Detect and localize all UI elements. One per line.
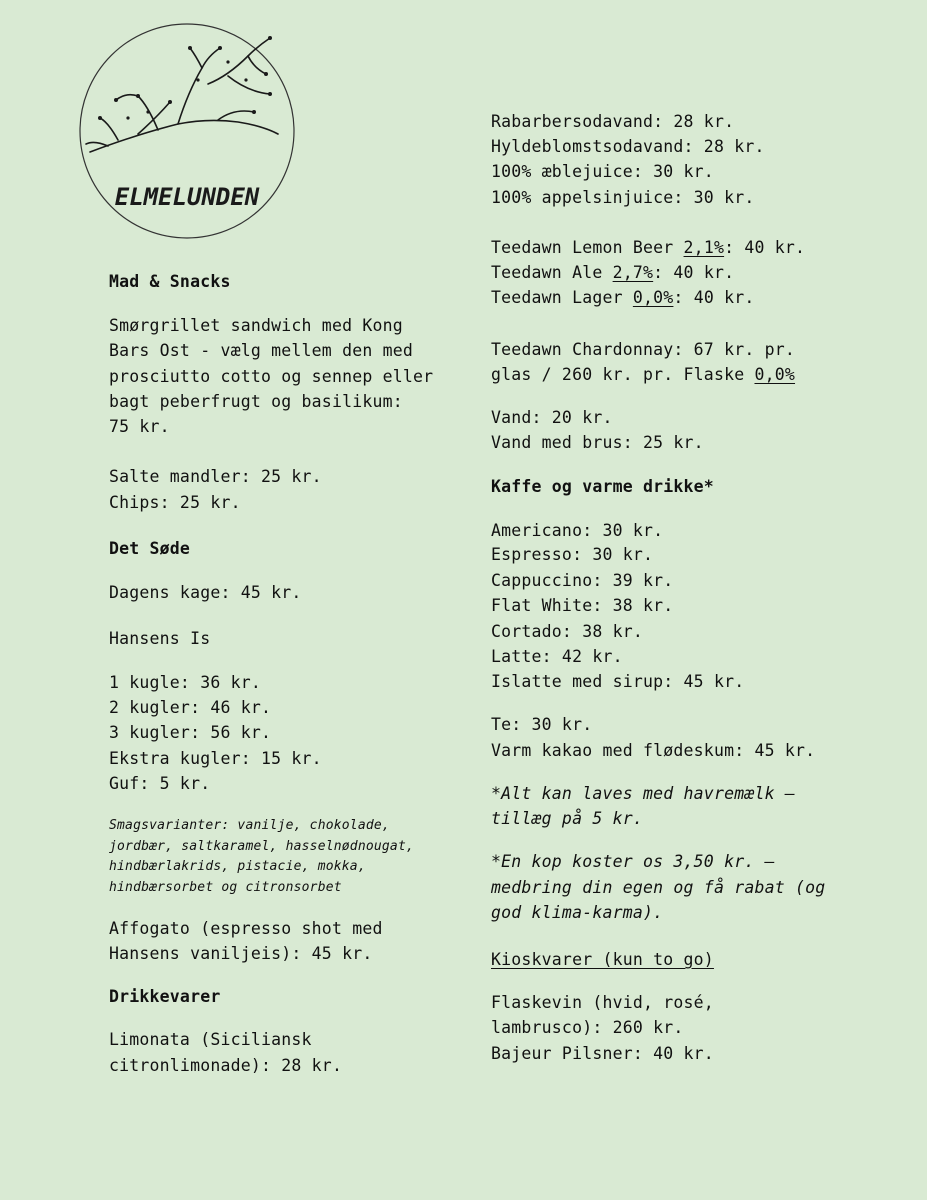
flavor-note: Smagsvarianter: vanilje, chokolade,	[109, 818, 390, 833]
beer-name: Teedawn Lager	[491, 288, 633, 307]
menu-item: Affogato (espresso shot med	[109, 919, 383, 938]
menu-item: lambrusco): 260 kr.	[491, 1018, 684, 1037]
abv-value: 2,1%	[683, 238, 725, 257]
menu-item: Cappuccino: 39 kr.	[491, 571, 674, 590]
menu-item: 100% æblejuice: 30 kr.	[491, 162, 714, 181]
abv-value: 0,0%	[632, 288, 674, 307]
menu-item: Bajeur Pilsner: 40 kr.	[491, 1044, 714, 1063]
menu-item: 100% appelsinjuice: 30 kr.	[491, 188, 755, 207]
menu-item: 1 kugle: 36 kr.	[109, 673, 262, 692]
menu-item: Islatte med sirup: 45 kr.	[491, 672, 745, 691]
beer-price: : 40 kr.	[724, 238, 806, 257]
menu-item: Guf: 5 kr.	[109, 774, 211, 793]
menu-item: Hyldeblomstsodavand: 28 kr.	[491, 137, 765, 156]
menu-item-beer	[491, 288, 755, 308]
beer-price: : 40 kr.	[653, 263, 735, 282]
footnote-havremaelk: *Alt kan laves med havremælk –	[491, 784, 796, 803]
abv-value: 2,7%	[612, 263, 654, 282]
wine-price: glas / 260 kr. pr. Flaske	[491, 365, 755, 384]
menu-item-sandwich-price: 75 kr.	[109, 417, 170, 436]
footnote-kop: *En kop koster os 3,50 kr. –	[491, 852, 775, 871]
menu-item: Flaskevin (hvid, rosé,	[491, 993, 714, 1012]
beer-name: Teedawn Lemon Beer	[491, 238, 684, 257]
footnote-kop: medbring din egen og få rabat (og	[491, 878, 826, 897]
menu-item: Americano: 30 kr.	[491, 521, 664, 540]
menu-item: Ekstra kugler: 15 kr.	[109, 749, 322, 768]
menu-item: Dagens kage: 45 kr.	[109, 583, 302, 602]
menu-item: Vand: 20 kr.	[491, 408, 613, 427]
menu-item: Espresso: 30 kr.	[491, 545, 654, 564]
footnote-kop: god klima-karma).	[491, 903, 664, 922]
section-heading-drikkevarer: Drikkevarer	[109, 987, 221, 1006]
menu-item-sandwich: Bars Ost - vælg mellem den med	[109, 341, 414, 360]
flavor-note: hindbærlakrids, pistacie, mokka,	[109, 859, 366, 874]
logo-text: ELMELUNDEN	[114, 183, 260, 211]
menu-item-sandwich: bagt peberfrugt og basilikum:	[109, 392, 403, 411]
section-heading-mad: Mad & Snacks	[109, 272, 231, 291]
menu-item: 3 kugler: 56 kr.	[109, 723, 272, 742]
menu-item: 2 kugler: 46 kr.	[109, 698, 272, 717]
menu-item-wine	[491, 365, 795, 385]
menu-item: Latte: 42 kr.	[491, 647, 623, 666]
section-heading-kiosk: Kioskvarer (kun to go)	[491, 950, 714, 969]
menu-item-beer	[491, 238, 805, 258]
section-heading-kaffe: Kaffe og varme drikke*	[491, 477, 714, 496]
section-heading-sode: Det Søde	[109, 539, 191, 558]
menu-item: Varm kakao med flødeskum: 45 kr.	[491, 741, 816, 760]
menu-item: Te: 30 kr.	[491, 715, 593, 734]
menu-item: Limonata (Siciliansk	[109, 1030, 312, 1049]
menu-item: Rabarbersodavand: 28 kr.	[491, 112, 735, 131]
menu-item: Salte mandler: 25 kr.	[109, 467, 322, 486]
flavor-note: hindbærsorbet og citronsorbet	[109, 880, 342, 895]
menu-item-sandwich: Smørgrillet sandwich med Kong	[109, 316, 403, 335]
menu-item: Cortado: 38 kr.	[491, 622, 644, 641]
menu-item: Flat White: 38 kr.	[491, 596, 674, 615]
menu-item: Hansens vaniljeis): 45 kr.	[109, 944, 373, 963]
menu-item: citronlimonade): 28 kr.	[109, 1056, 343, 1075]
menu-item: Vand med brus: 25 kr.	[491, 433, 704, 452]
menu-item-sandwich: prosciutto cotto og sennep eller	[109, 367, 434, 386]
flavor-note: jordbær, saltkaramel, hasselnødnougat,	[109, 839, 415, 854]
elmelunden-logo	[78, 22, 296, 240]
beer-price: : 40 kr.	[673, 288, 755, 307]
subheading-is: Hansens Is	[109, 629, 211, 648]
menu-item-wine: Teedawn Chardonnay: 67 kr. pr.	[491, 340, 796, 359]
beer-name: Teedawn Ale	[491, 263, 613, 282]
menu-item-beer	[491, 263, 734, 283]
footnote-havremaelk: tillæg på 5 kr.	[491, 809, 644, 828]
abv-value: 0,0%	[754, 365, 796, 384]
menu-item: Chips: 25 kr.	[109, 493, 241, 512]
